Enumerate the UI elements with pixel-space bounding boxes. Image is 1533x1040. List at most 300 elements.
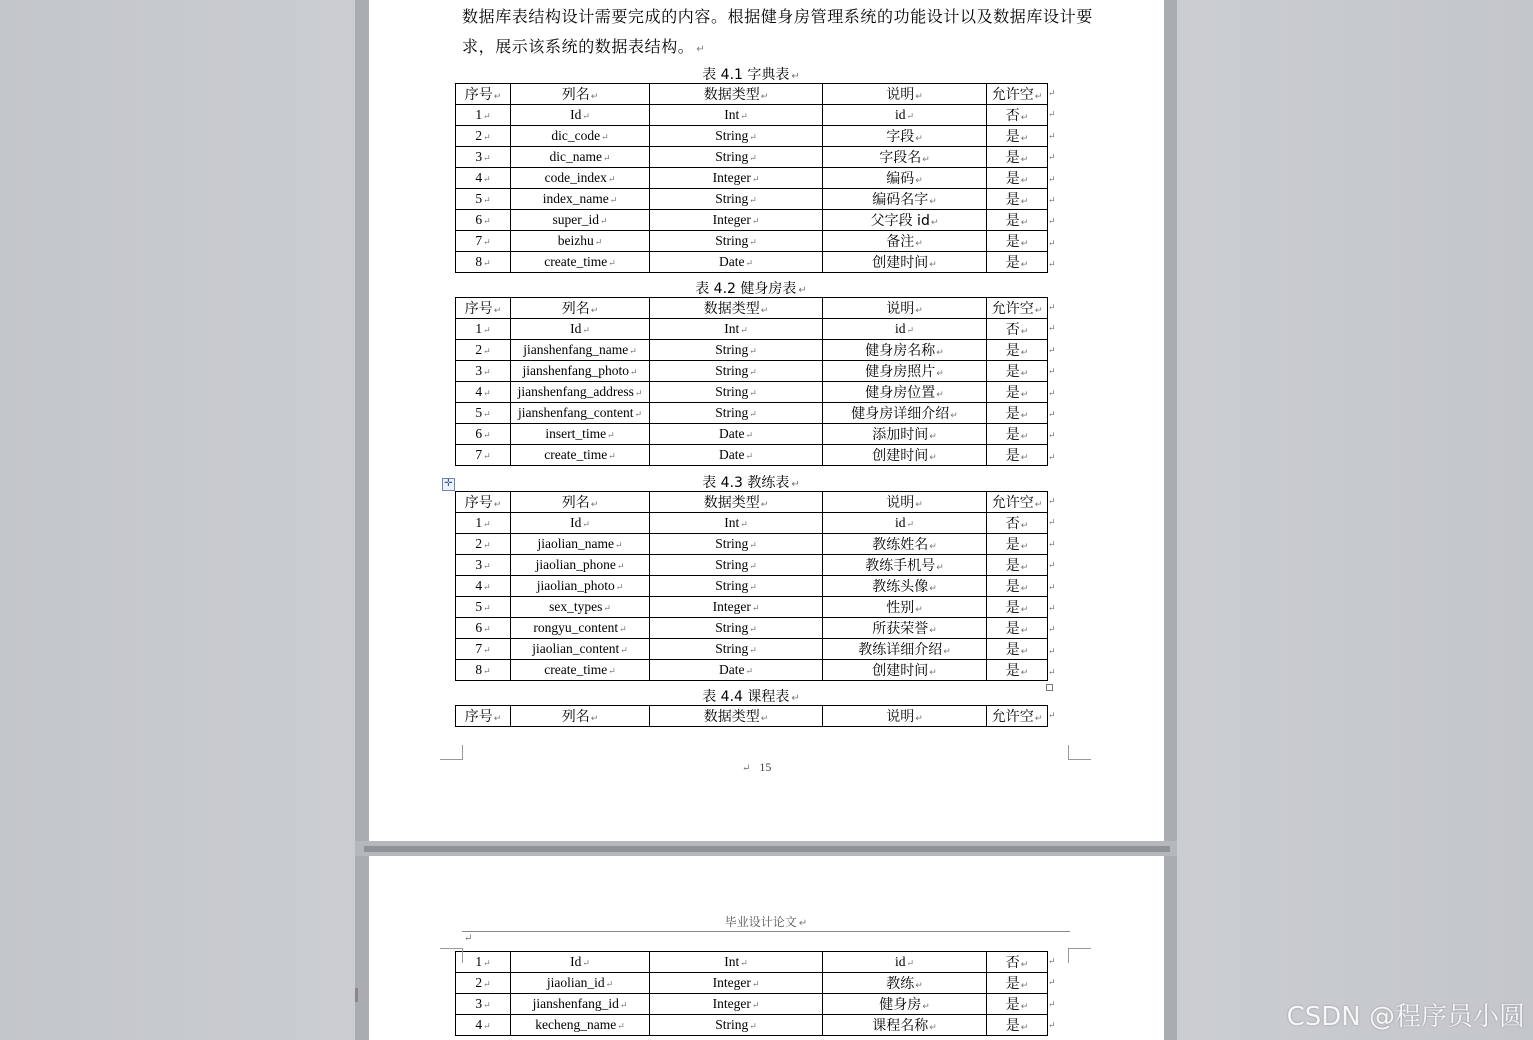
cell-text: 是 (1005, 385, 1020, 401)
cell-end-mark: ↵ (590, 714, 599, 724)
table-header-cell[interactable] (987, 298, 1048, 319)
cell-end-mark: ↵ (1020, 584, 1029, 594)
table-cell[interactable] (650, 105, 823, 126)
table-cell[interactable] (456, 147, 511, 168)
table-cell[interactable] (823, 597, 987, 618)
cell-text: 是 (1005, 406, 1020, 422)
table-cell[interactable] (987, 361, 1048, 382)
cell-text: id (894, 954, 906, 969)
table-cell[interactable] (650, 973, 823, 994)
table-header-cell[interactable] (511, 298, 650, 319)
table-cell[interactable] (650, 597, 823, 618)
cell-text: 数据类型 (703, 87, 760, 103)
cell-end-mark: ↵ (943, 647, 951, 657)
table-cell[interactable] (823, 147, 987, 168)
table-cell[interactable] (987, 340, 1048, 361)
data-table[interactable] (455, 297, 1048, 466)
table-cell[interactable] (650, 147, 823, 168)
table-cell[interactable] (650, 210, 823, 231)
table-cell[interactable] (456, 382, 511, 403)
table-cell[interactable] (511, 973, 650, 994)
table-cell[interactable] (511, 319, 650, 340)
table-cell[interactable] (987, 1015, 1048, 1036)
table-cell[interactable] (511, 597, 650, 618)
table-cell[interactable] (823, 973, 987, 994)
table-row (456, 126, 1048, 147)
paragraph-mark: ↵ (791, 479, 800, 490)
cell-end-mark: ↵ (599, 216, 608, 226)
table-cell[interactable] (823, 618, 987, 639)
table-cell[interactable] (511, 445, 650, 466)
cell-end-mark: ↵ (616, 561, 625, 571)
cell-text: 序号 (464, 709, 493, 725)
cell-end-mark: ↵ (1020, 1002, 1029, 1012)
table-cell[interactable] (511, 994, 650, 1015)
cell-end-mark: ↵ (590, 500, 599, 510)
cell-text: 7 (475, 641, 483, 656)
cell-text: 是 (1005, 364, 1020, 380)
table-cell[interactable] (823, 231, 987, 252)
table-cell[interactable] (650, 618, 823, 639)
cell-text: 3 (475, 149, 483, 164)
cell-end-mark: ↵ (483, 561, 491, 571)
table-cell[interactable] (456, 126, 511, 147)
cell-end-mark: ↵ (483, 111, 491, 121)
cell-text: String (715, 233, 749, 248)
table-row (456, 576, 1048, 597)
table-cell[interactable] (511, 231, 650, 252)
table-cell[interactable] (456, 319, 511, 340)
table-cell[interactable] (456, 403, 511, 424)
paragraph-mark: ↵ (791, 693, 800, 704)
cell-text: 说明 (886, 495, 915, 511)
watermark (1287, 996, 1525, 1033)
table-cell[interactable] (511, 361, 650, 382)
cell-text: Id (570, 515, 582, 530)
table-cell[interactable] (456, 424, 511, 445)
cell-text: create_time (544, 254, 608, 269)
table-cell[interactable] (650, 576, 823, 597)
cell-end-mark: ↵ (929, 1023, 937, 1033)
table-cell[interactable] (987, 105, 1048, 126)
table-cell[interactable] (456, 231, 511, 252)
cell-text: 3 (475, 363, 483, 378)
cell-text: create_time (544, 662, 608, 677)
table-cell[interactable] (456, 534, 511, 555)
cell-end-mark: ↵ (483, 540, 491, 550)
cell-end-mark: ↵ (483, 216, 491, 226)
cell-text: 性别 (886, 600, 915, 616)
table-cell[interactable] (650, 340, 823, 361)
cell-end-mark: ↵ (483, 153, 491, 163)
row-end-mark: ↵ (1048, 323, 1056, 334)
table-cell[interactable] (823, 382, 987, 403)
table-header-cell[interactable] (987, 84, 1048, 105)
table-cell[interactable] (987, 618, 1048, 639)
cell-text: Id (570, 107, 582, 122)
row-end-mark: ↵ (1048, 451, 1056, 462)
cell-end-mark: ↵ (483, 1000, 491, 1010)
table-cell[interactable] (456, 252, 511, 273)
table-cell[interactable] (456, 576, 511, 597)
cell-end-mark: ↵ (1020, 260, 1029, 270)
cell-text: 是 (1005, 663, 1020, 679)
table-cell[interactable] (987, 424, 1048, 445)
table-header-cell[interactable] (511, 706, 650, 727)
table-cell[interactable] (823, 319, 987, 340)
table-cell[interactable] (987, 189, 1048, 210)
cell-end-mark: ↵ (614, 540, 623, 550)
cell-end-mark: ↵ (582, 325, 590, 335)
table-cell[interactable] (987, 555, 1048, 576)
cell-text: 1 (475, 321, 483, 336)
row-end-mark: ↵ (1048, 560, 1056, 571)
cell-text: Int (724, 515, 740, 530)
row-end-mark: ↵ (1048, 538, 1056, 549)
table-cell[interactable] (650, 189, 823, 210)
cell-text: index_name (542, 191, 609, 206)
table-cell[interactable] (650, 361, 823, 382)
move-icon[interactable]: ✛ (442, 478, 455, 491)
table-cell[interactable] (987, 252, 1048, 273)
table-row (456, 424, 1048, 445)
table-cell[interactable] (511, 952, 650, 973)
cell-text: 列名 (561, 87, 590, 103)
table-cell[interactable] (987, 994, 1048, 1015)
table-header-cell[interactable] (987, 492, 1048, 513)
table-cell[interactable] (823, 361, 987, 382)
table-cell[interactable] (987, 513, 1048, 534)
table-cell[interactable] (987, 973, 1048, 994)
table-header-cell[interactable] (650, 84, 823, 105)
cell-end-mark: ↵ (582, 958, 590, 968)
table-header-cell[interactable] (456, 492, 511, 513)
cell-text: 是 (1005, 448, 1020, 464)
table-cell[interactable] (456, 555, 511, 576)
table-cell[interactable] (650, 403, 823, 424)
table-cell[interactable] (511, 639, 650, 660)
cell-text: Id (570, 954, 582, 969)
table-cell[interactable] (511, 1015, 650, 1036)
data-table[interactable] (455, 951, 1048, 1036)
table-header-cell[interactable] (511, 84, 650, 105)
table-cell[interactable] (511, 424, 650, 445)
table-cell[interactable] (987, 576, 1048, 597)
row-end-mark: ↵ (1048, 956, 1056, 966)
cell-end-mark: ↵ (930, 218, 939, 228)
cell-end-mark: ↵ (915, 500, 923, 510)
cell-text: 5 (475, 405, 483, 420)
cell-end-mark: ↵ (760, 500, 769, 510)
cell-end-mark: ↵ (1020, 626, 1029, 636)
cell-end-mark: ↵ (929, 432, 937, 442)
table-cell[interactable] (823, 639, 987, 660)
row-end-mark: ↵ (1048, 998, 1056, 1009)
cell-end-mark: ↵ (915, 714, 923, 724)
table-cell[interactable] (456, 340, 511, 361)
page-header (462, 913, 1070, 930)
cell-text: jianshenfang_id (532, 996, 619, 1011)
table-cell[interactable] (823, 952, 987, 973)
cell-end-mark: ↵ (1020, 453, 1029, 463)
cell-end-mark: ↵ (629, 367, 638, 377)
cell-end-mark: ↵ (906, 111, 915, 121)
table-cell[interactable] (650, 252, 823, 273)
crop-mark-top-left (440, 948, 463, 963)
table-cell[interactable] (650, 513, 823, 534)
cell-text: 父字段 id (870, 213, 930, 229)
row-end-mark: ↵ (1048, 645, 1056, 656)
cell-text: 允许空 (991, 87, 1034, 103)
data-table[interactable] (455, 83, 1048, 273)
table-cell[interactable] (456, 597, 511, 618)
cell-text: String (715, 1017, 749, 1032)
cell-end-mark: ↵ (1020, 390, 1029, 400)
cell-text: 教练手机号 (865, 558, 936, 574)
table-cell[interactable] (823, 660, 987, 681)
table-row (456, 994, 1048, 1015)
cell-end-mark: ↵ (760, 306, 769, 316)
table-cell[interactable] (987, 168, 1048, 189)
table-cell[interactable] (650, 424, 823, 445)
table-header-cell[interactable] (456, 706, 511, 727)
table-row (456, 1015, 1048, 1036)
table-cell[interactable] (511, 576, 650, 597)
table-cell[interactable] (650, 534, 823, 555)
cell-text: 说明 (886, 301, 915, 317)
table-cell[interactable] (650, 445, 823, 466)
table-cell[interactable] (511, 126, 650, 147)
table-cell[interactable] (511, 660, 650, 681)
table-cell[interactable] (511, 252, 650, 273)
table-cell[interactable] (987, 147, 1048, 168)
cell-text: 允许空 (991, 495, 1034, 511)
table-header-cell[interactable] (823, 298, 987, 319)
table-cell[interactable] (987, 952, 1048, 973)
table-cell[interactable] (650, 952, 823, 973)
table-cell[interactable] (650, 555, 823, 576)
cell-text: rongyu_content (533, 620, 619, 635)
table-cell[interactable] (456, 994, 511, 1015)
table-cell[interactable] (650, 126, 823, 147)
table-cell[interactable] (823, 403, 987, 424)
table-cell[interactable] (456, 973, 511, 994)
cell-text: 是 (1005, 255, 1020, 271)
cell-text: String (715, 557, 749, 572)
cell-text: 允许空 (991, 301, 1034, 317)
cell-text: String (715, 342, 749, 357)
cell-text: 添加时间 (872, 427, 929, 443)
table-header-cell[interactable] (456, 84, 511, 105)
cell-end-mark: ↵ (745, 430, 754, 440)
table-cell[interactable] (987, 660, 1048, 681)
table-resize-handle[interactable] (1046, 684, 1053, 691)
table-row (456, 513, 1048, 534)
cell-text: 编码名字 (872, 192, 929, 208)
table-cell[interactable] (987, 597, 1048, 618)
table-cell[interactable] (511, 403, 650, 424)
table-row (456, 660, 1048, 681)
cell-end-mark: ↵ (1020, 348, 1029, 358)
table-cell[interactable] (823, 1015, 987, 1036)
cell-end-mark: ↵ (915, 239, 923, 249)
table-cell[interactable] (823, 994, 987, 1015)
table-cell[interactable] (511, 555, 650, 576)
cell-end-mark: ↵ (749, 346, 757, 356)
table-cell[interactable] (456, 639, 511, 660)
table-cell[interactable] (823, 105, 987, 126)
table-cell[interactable] (456, 952, 511, 973)
table-cell[interactable] (987, 231, 1048, 252)
row-end-mark: ↵ (1048, 366, 1056, 377)
cell-end-mark: ↵ (1020, 521, 1029, 531)
row-end-mark: ↵ (1048, 344, 1056, 355)
table-cell[interactable] (511, 513, 650, 534)
table-cell[interactable] (456, 618, 511, 639)
table-cell[interactable] (456, 513, 511, 534)
cell-text: 5 (475, 191, 483, 206)
cell-end-mark: ↵ (922, 155, 930, 165)
row-end-mark: ↵ (1048, 667, 1056, 678)
table-cell[interactable] (823, 168, 987, 189)
table-cell[interactable] (987, 445, 1048, 466)
table-header-cell[interactable] (511, 492, 650, 513)
table-cell[interactable] (456, 1015, 511, 1036)
table-cell[interactable] (823, 340, 987, 361)
cell-text: 4 (475, 384, 483, 399)
table-cell[interactable] (987, 382, 1048, 403)
table-cell[interactable] (987, 534, 1048, 555)
table-cell[interactable] (823, 252, 987, 273)
table-header-cell[interactable] (650, 298, 823, 319)
page-number-text: 15 (759, 760, 772, 774)
cell-end-mark: ↵ (608, 451, 616, 461)
table-cell[interactable] (456, 660, 511, 681)
data-table[interactable] (455, 705, 1048, 727)
table-cell[interactable] (823, 189, 987, 210)
cell-text: 健身房照片 (865, 364, 936, 380)
cell-text: 健身房名称 (865, 343, 936, 359)
table-row (456, 445, 1048, 466)
table-cell[interactable] (823, 534, 987, 555)
table-cell[interactable] (650, 660, 823, 681)
cell-end-mark: ↵ (483, 666, 491, 676)
cell-text: 字段名 (879, 150, 922, 166)
table-cell[interactable] (511, 382, 650, 403)
paragraph-mark: ↵ (798, 918, 808, 929)
table-cell[interactable] (650, 994, 823, 1015)
table-cell[interactable] (650, 382, 823, 403)
table-cell[interactable] (650, 319, 823, 340)
intro-text-2: 求，展示该系统的数据表结构。 (462, 37, 695, 56)
cell-text: dic_code (551, 128, 601, 143)
table-cell[interactable] (456, 210, 511, 231)
cell-text: 8 (475, 254, 483, 269)
cell-text: Integer (712, 212, 751, 227)
cell-end-mark: ↵ (1020, 113, 1029, 123)
table-cell[interactable] (987, 210, 1048, 231)
table-header-cell[interactable] (823, 492, 987, 513)
table-cell[interactable] (511, 618, 650, 639)
cell-end-mark: ↵ (483, 195, 491, 205)
cell-text: 否 (1005, 322, 1020, 338)
table-cell[interactable] (650, 231, 823, 252)
table-cell[interactable] (823, 513, 987, 534)
scroll-marker (355, 988, 358, 1002)
table-cell[interactable] (823, 445, 987, 466)
table-cell[interactable] (823, 576, 987, 597)
table-header-row (456, 298, 1048, 319)
cell-text: String (715, 149, 749, 164)
table-cell[interactable] (987, 403, 1048, 424)
table-cell[interactable] (456, 105, 511, 126)
table-cell[interactable] (456, 361, 511, 382)
page-number (740, 760, 771, 775)
table-cell[interactable] (987, 639, 1048, 660)
table-header-cell[interactable] (456, 298, 511, 319)
cell-end-mark: ↵ (929, 260, 937, 270)
table-cell[interactable] (987, 319, 1048, 340)
table-cell[interactable] (823, 126, 987, 147)
table-cell[interactable] (511, 534, 650, 555)
table-cell[interactable] (456, 445, 511, 466)
table-cell[interactable] (511, 340, 650, 361)
cell-text: 1 (475, 954, 483, 969)
cell-text: dic_name (549, 149, 602, 164)
cell-end-mark: ↵ (620, 645, 628, 655)
cell-end-mark: ↵ (740, 325, 748, 335)
table-header-cell[interactable] (650, 706, 823, 727)
cell-end-mark: ↵ (936, 369, 944, 379)
paragraph-mark: ↵ (798, 285, 807, 296)
table-cell[interactable] (823, 555, 987, 576)
table-cell[interactable] (511, 105, 650, 126)
cell-end-mark: ↵ (749, 153, 757, 163)
cell-text: Date (718, 662, 745, 677)
table-header-cell[interactable] (650, 492, 823, 513)
cell-text: 序号 (464, 87, 493, 103)
cell-end-mark: ↵ (749, 237, 757, 247)
table-cell[interactable] (511, 168, 650, 189)
table-header-cell[interactable] (823, 84, 987, 105)
table-header-cell[interactable] (823, 706, 987, 727)
cell-end-mark: ↵ (760, 92, 769, 102)
row-end-mark: ↵ (1048, 109, 1056, 120)
table-cell[interactable] (456, 189, 511, 210)
header-rule (462, 931, 1070, 932)
table-cell[interactable] (987, 126, 1048, 147)
cell-text: 教练头像 (872, 579, 929, 595)
cell-end-mark: ↵ (751, 603, 760, 613)
table-cell[interactable] (511, 147, 650, 168)
row-end-mark: ↵ (1048, 710, 1056, 720)
table-cell[interactable] (456, 168, 511, 189)
data-table[interactable] (455, 491, 1048, 681)
cell-text: Int (724, 954, 740, 969)
table-cell[interactable] (511, 189, 650, 210)
row-end-mark: ↵ (1048, 88, 1056, 98)
table-cell[interactable] (823, 210, 987, 231)
table-cell[interactable] (650, 1015, 823, 1036)
table-cell[interactable] (823, 424, 987, 445)
table-cell[interactable] (650, 168, 823, 189)
cell-text: 2 (475, 975, 483, 990)
table-header-cell[interactable] (987, 706, 1048, 727)
cell-text: jiaolian_name (537, 536, 614, 551)
cell-end-mark: ↵ (749, 540, 757, 550)
table-cell[interactable] (650, 639, 823, 660)
table-cell[interactable] (511, 210, 650, 231)
